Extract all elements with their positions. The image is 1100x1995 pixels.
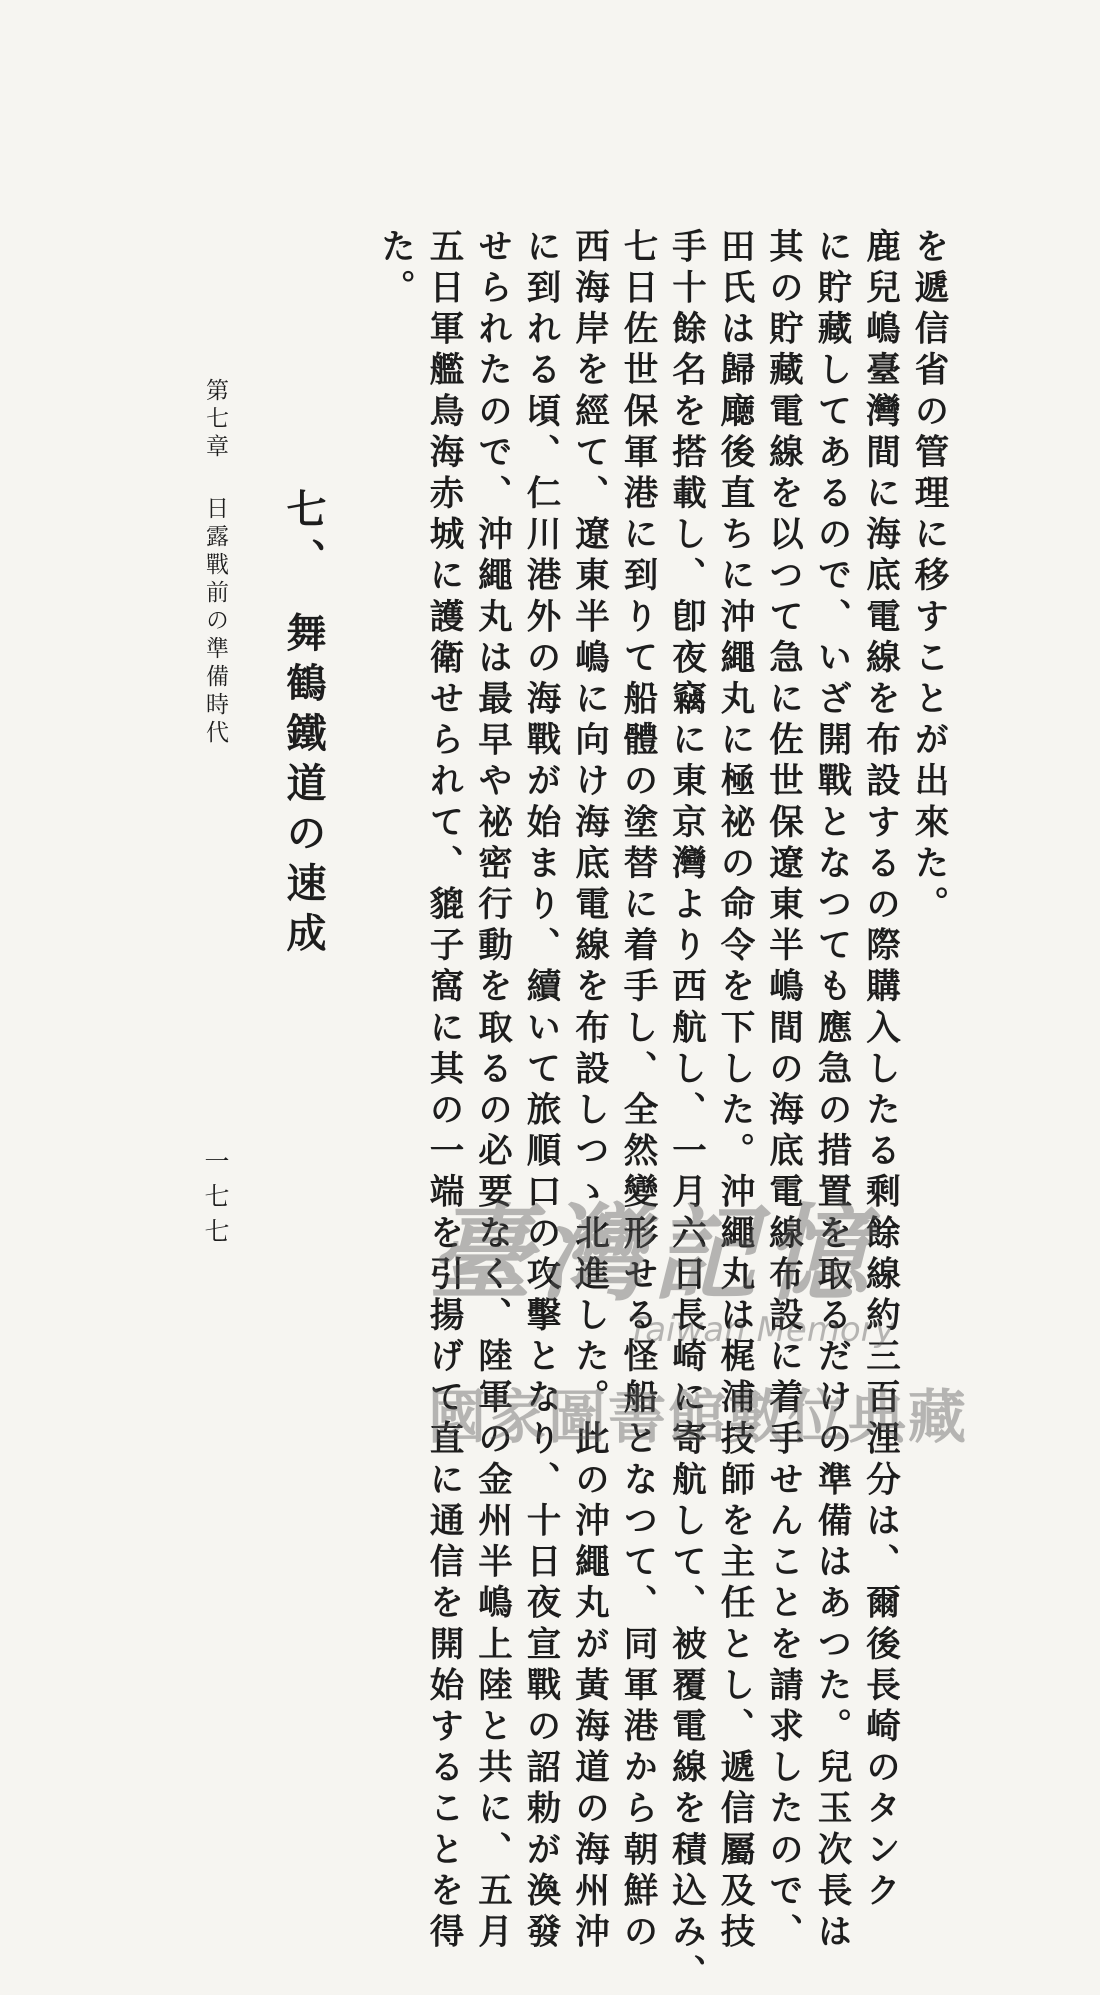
body-column: 七日佐世保軍港に到りて船體の塗替に着手し、全然變形せる怪船となつて、同軍港から朝鮮の <box>617 228 657 1955</box>
running-head <box>200 378 230 748</box>
body-column: 其の貯藏電線を以つて急に佐世保遼東半嶋間の海底電線布設に着手せんことを請求したので、 <box>762 228 803 1955</box>
body-column: 手十餘名を搭載し、卽夜竊に東京灣より西航し、一月六日長崎に寄航して、被覆電線を積込み、 <box>665 228 706 1995</box>
watermark-english: Taiwan Memory <box>628 1310 895 1350</box>
body-text <box>370 228 952 1995</box>
body-column: た。 <box>374 228 415 311</box>
body-column: に貯藏してあるので、いざ開戰となつても應急の措置を取るだけの準備はあつた。兒玉次長は <box>811 228 851 1955</box>
section-heading <box>278 488 328 962</box>
body-column: 西海岸を經て、遼東半嶋に向け海底電線を布設しつゝ北進した。此の沖繩丸が黃海道の海州沖 <box>568 228 609 1955</box>
body-column: 田氏は歸廰後直ちに沖繩丸に極祕の命令を下した。沖繩丸は梶浦技師を主任とし、遞信屬及技 <box>714 228 754 1955</box>
watermark-library: 國家圖書館數位典藏 <box>428 1383 969 1451</box>
body-column: に到れる頃、仁川港外の海戰が始まり、續いて旅順口の攻擊となり、十日夜宣戰の詔勅が渙發 <box>520 228 560 1955</box>
body-column: 五日軍艦鳥海赤城に護衛せられて、貔子窩に其の一端を引揚げて直に通信を開始することを得 <box>423 228 463 1955</box>
running-head-title: 日露戰前の準備時代 <box>202 496 228 748</box>
body-column: せられたので、沖繩丸は最早や祕密行動を取るの必要なく、陸軍の金州半嶋上陸と共に、五月 <box>471 228 512 1955</box>
running-head-chapter: 第七章 <box>202 378 228 462</box>
body-column: を遞信省の管理に移すことが出來た。 <box>908 228 948 927</box>
body-column: 鹿兒嶋臺灣間に海底電線を布設するの際購入したる剩餘線約三百浬分は、爾後長崎のタンク <box>859 228 900 1914</box>
section-number: 七、 <box>280 488 327 588</box>
watermark-calligraphy: 臺灣記憶 <box>428 1192 877 1315</box>
section-title: 舞鶴鐵道の速成 <box>280 612 327 962</box>
page-number: 一七七 <box>201 1148 230 1253</box>
